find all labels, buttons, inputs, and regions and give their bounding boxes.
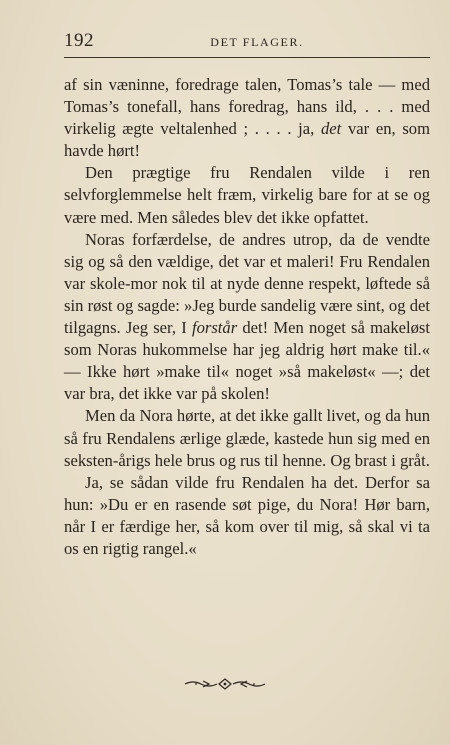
paragraph-text: det! Men noget så makeløst som Noras hukommelse har jeg aldrig hørt make til.« — Ikke hørt »make til« noget »så makeløst« —; det var bra, det ikke var på skolen! (64, 318, 430, 404)
paragraph-text: Noras forfærdelse, de andres utrop, da de vendte sig og så den vældige, det var et maleri! Fru Rendalen var skole-mor nok til at nyde denne respekt, løftede så sin røst og sagde: »Jeg burde sandelig være sint, og det tilgagns. Jeg ser, I (64, 229, 430, 338)
paragraph (64, 74, 430, 162)
paragraph (64, 405, 430, 471)
running-head: DET FLAGER. (210, 35, 304, 49)
header-rule (64, 57, 430, 58)
page-header (64, 30, 430, 52)
paragraph-text: Den prægtige fru Rendalen vilde i ren selvforglemmelse helt fræm, virkelig bare for at se og være med. Men således blev det ikke opfattet. (64, 163, 430, 227)
paragraph (64, 472, 430, 560)
tailpiece-ornament (0, 676, 450, 695)
paragraph-text: Ja, se sådan vilde fru Rendalen ha det. Derfor sa hun: »Du er en rasende søt pige, du Nora! Hør barn, når I er færdige her, så kom over til mig, så skal vi ta os en rigtig rangel.« (64, 472, 430, 558)
ornament-icon (183, 677, 267, 691)
paragraph-text: af sin væninne, foredrage talen, Tomas’s tale — med Tomas’s tonefall, hans foredrag, hans ild, . . . med virkelig ægte veltalenhed ; . . . . ja, (64, 75, 430, 139)
paragraph (64, 229, 430, 406)
paragraph-text: Men da Nora hørte, at det ikke gallt livet, og da hun så fru Rendalens ærlige glæde, kastede hun sig med en seksten-årigs hele brus og rus til henne. Og brast i gråt. (64, 406, 430, 470)
italic-text: det (320, 119, 342, 139)
page-number: 192 (64, 30, 94, 51)
paragraph-text: var en, som havde hørt! (64, 119, 430, 161)
paragraph (64, 162, 430, 228)
body-text (64, 74, 430, 560)
italic-text: forstår (191, 318, 238, 338)
